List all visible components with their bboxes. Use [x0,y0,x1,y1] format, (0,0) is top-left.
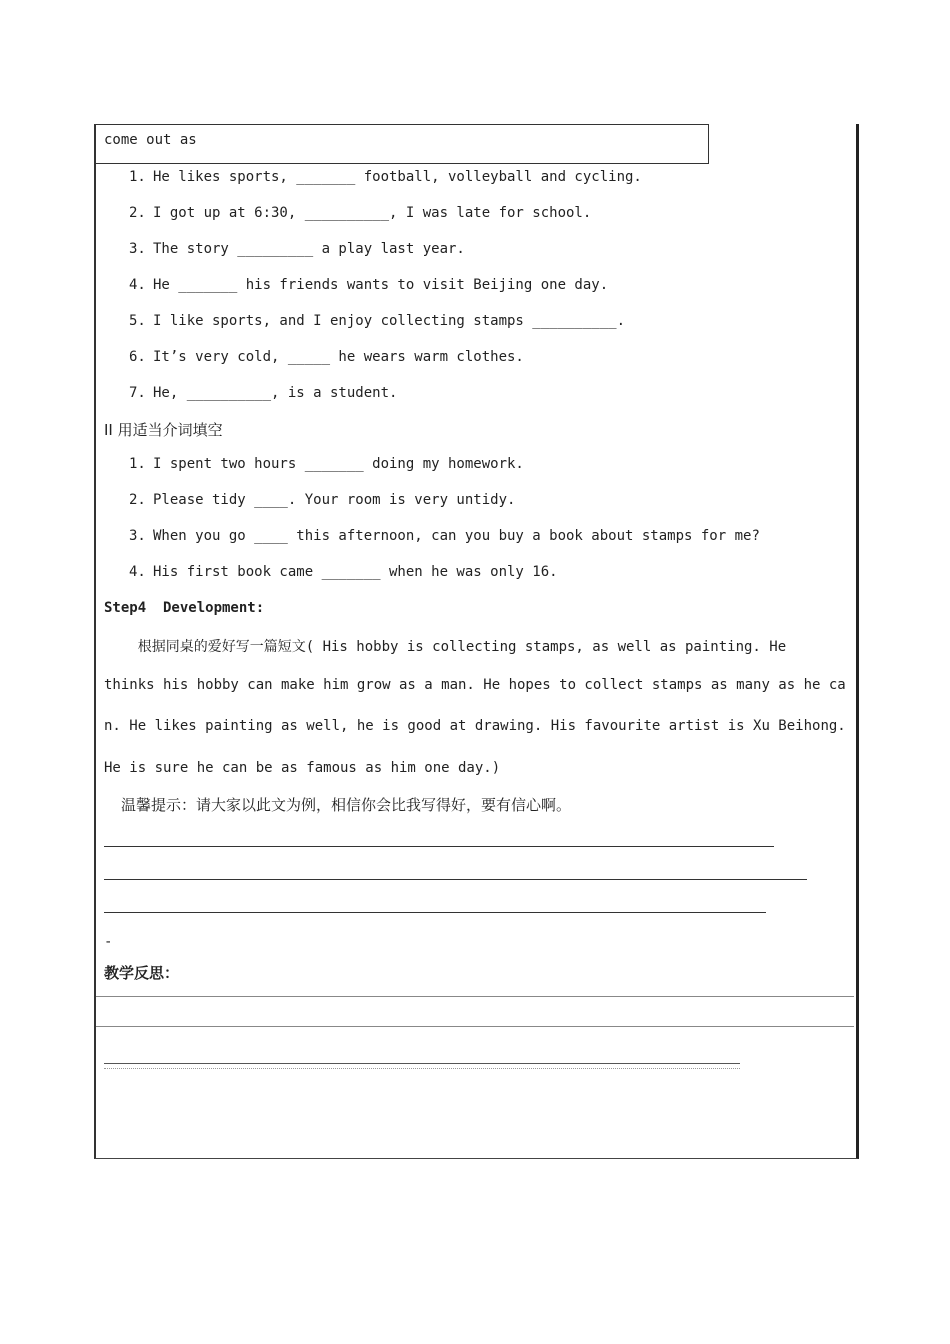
exercise1-item: 1. He likes sports, _______ football, volleyball and cycling. [129,169,642,185]
exercise1-item: 2. I got up at 6:30, __________, I was late for school. [129,205,592,221]
step4-title: Step4 Development: [104,600,265,616]
writing-line [104,912,766,913]
exercise1-item: 5. I like sports, and I enjoy collecting stamps __________. [129,313,626,329]
stray-dash: - [104,934,113,950]
reflection-title: 教学反思： [104,964,180,982]
table-rule [96,1026,854,1027]
word-box [96,124,709,164]
passage-line: n. He likes painting as well, he is good at drawing. His favourite artist is Xu Beihong. [104,718,846,734]
table-rule [96,996,854,997]
exercise1-item: 7. He, __________, is a student. [129,385,398,401]
word-box-text: come out as [104,132,197,148]
exercise1-item: 4. He _______ his friends wants to visit Beijing one day. [129,277,609,293]
writing-line [104,879,807,880]
passage-line: thinks his hobby can make him grow as a man. He hopes to collect stamps as many as he ca [104,677,846,693]
exercise2-item: 4. His first book came _______ when he was only 16. [129,564,558,580]
writing-line [104,846,774,847]
reflection-dash-line [104,1063,740,1069]
section2-title: II 用适当介词填空 [104,421,223,439]
exercise2-item: 1. I spent two hours _______ doing my homework. [129,456,524,472]
exercise1-item: 3. The story _________ a play last year. [129,241,465,257]
exercise2-item: 2. Please tidy ____. Your room is very untidy. [129,492,516,508]
tip-text: 温馨提示：请大家以此文为例，相信你会比我写得好，要有信心啊。 [121,796,572,814]
passage-line: 根据同桌的爱好写一篇短文( His hobby is collecting stamps, as well as painting. He [104,639,787,655]
exercise1-item: 6. It’s very cold, _____ he wears warm clothes. [129,349,524,365]
passage-line: He is sure he can be as famous as him one day.) [104,760,501,776]
exercise2-item: 3. When you go ____ this afternoon, can you buy a book about stamps for me? [129,528,760,544]
